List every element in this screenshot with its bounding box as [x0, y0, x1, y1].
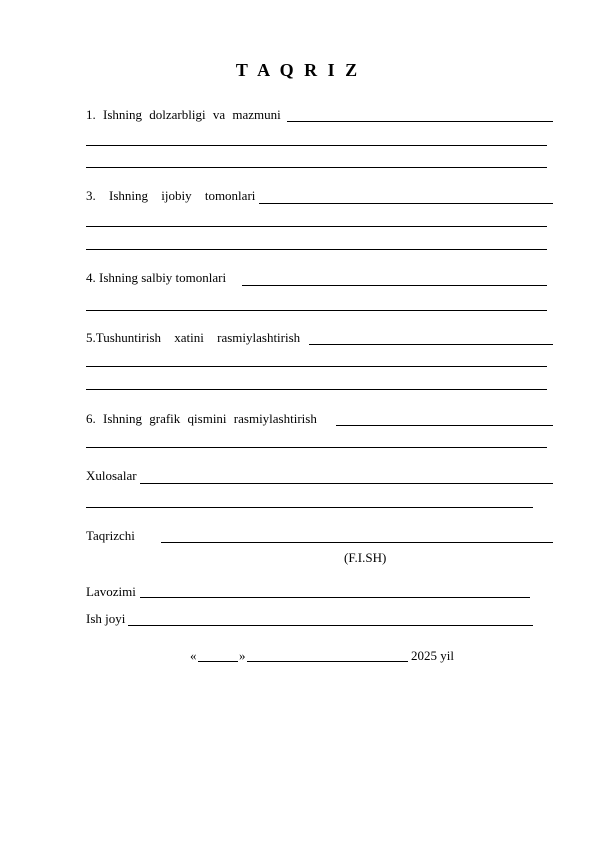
negative-answer-line[interactable]: [242, 285, 547, 286]
workplace-answer-line[interactable]: [128, 625, 533, 626]
position-label: Lavozimi: [86, 584, 136, 599]
relevance-label: 1. Ishning dolzarbligi va mazmuni: [86, 107, 281, 122]
date-close-quote: »: [239, 648, 246, 663]
position-answer-line[interactable]: [140, 597, 530, 598]
note-answer-line[interactable]: [309, 344, 553, 345]
graphic-label: 6. Ishning grafik qismini rasmiylashtirish: [86, 411, 317, 426]
graphic-answer-line[interactable]: [86, 447, 547, 448]
negative-label: 4. Ishning salbiy tomonlari: [86, 270, 227, 285]
conclusions-label: Xulosalar: [86, 468, 137, 483]
conclusions-answer-line[interactable]: [86, 507, 533, 508]
note-answer-line[interactable]: [86, 366, 547, 367]
negative-answer-line[interactable]: [86, 310, 547, 311]
page-title: T A Q R I Z: [235, 60, 361, 80]
relevance-answer-line[interactable]: [86, 167, 547, 168]
graphic-answer-line[interactable]: [336, 425, 553, 426]
reviewer-name-line[interactable]: [161, 542, 553, 543]
workplace-label: Ish joyi: [86, 611, 126, 626]
positive-answer-line[interactable]: [86, 249, 547, 250]
note-answer-line[interactable]: [86, 389, 547, 390]
fish-hint: (F.I.SH): [344, 550, 387, 565]
date-month-line[interactable]: [247, 661, 408, 662]
positive-answer-line[interactable]: [86, 226, 547, 227]
date-day-line[interactable]: [198, 661, 238, 662]
conclusions-answer-line[interactable]: [140, 483, 553, 484]
reviewer-label: Taqrizchi: [86, 528, 135, 543]
date-year-text: 2025 yil: [411, 648, 454, 663]
note-label: 5.Tushuntirish xatini rasmiylashtirish: [86, 330, 301, 345]
positive-label: 3. Ishning ijobiy tomonlari: [86, 188, 256, 203]
positive-answer-line[interactable]: [259, 203, 553, 204]
date-open-quote: «: [190, 648, 197, 663]
relevance-answer-line[interactable]: [287, 121, 553, 122]
relevance-answer-line[interactable]: [86, 145, 547, 146]
